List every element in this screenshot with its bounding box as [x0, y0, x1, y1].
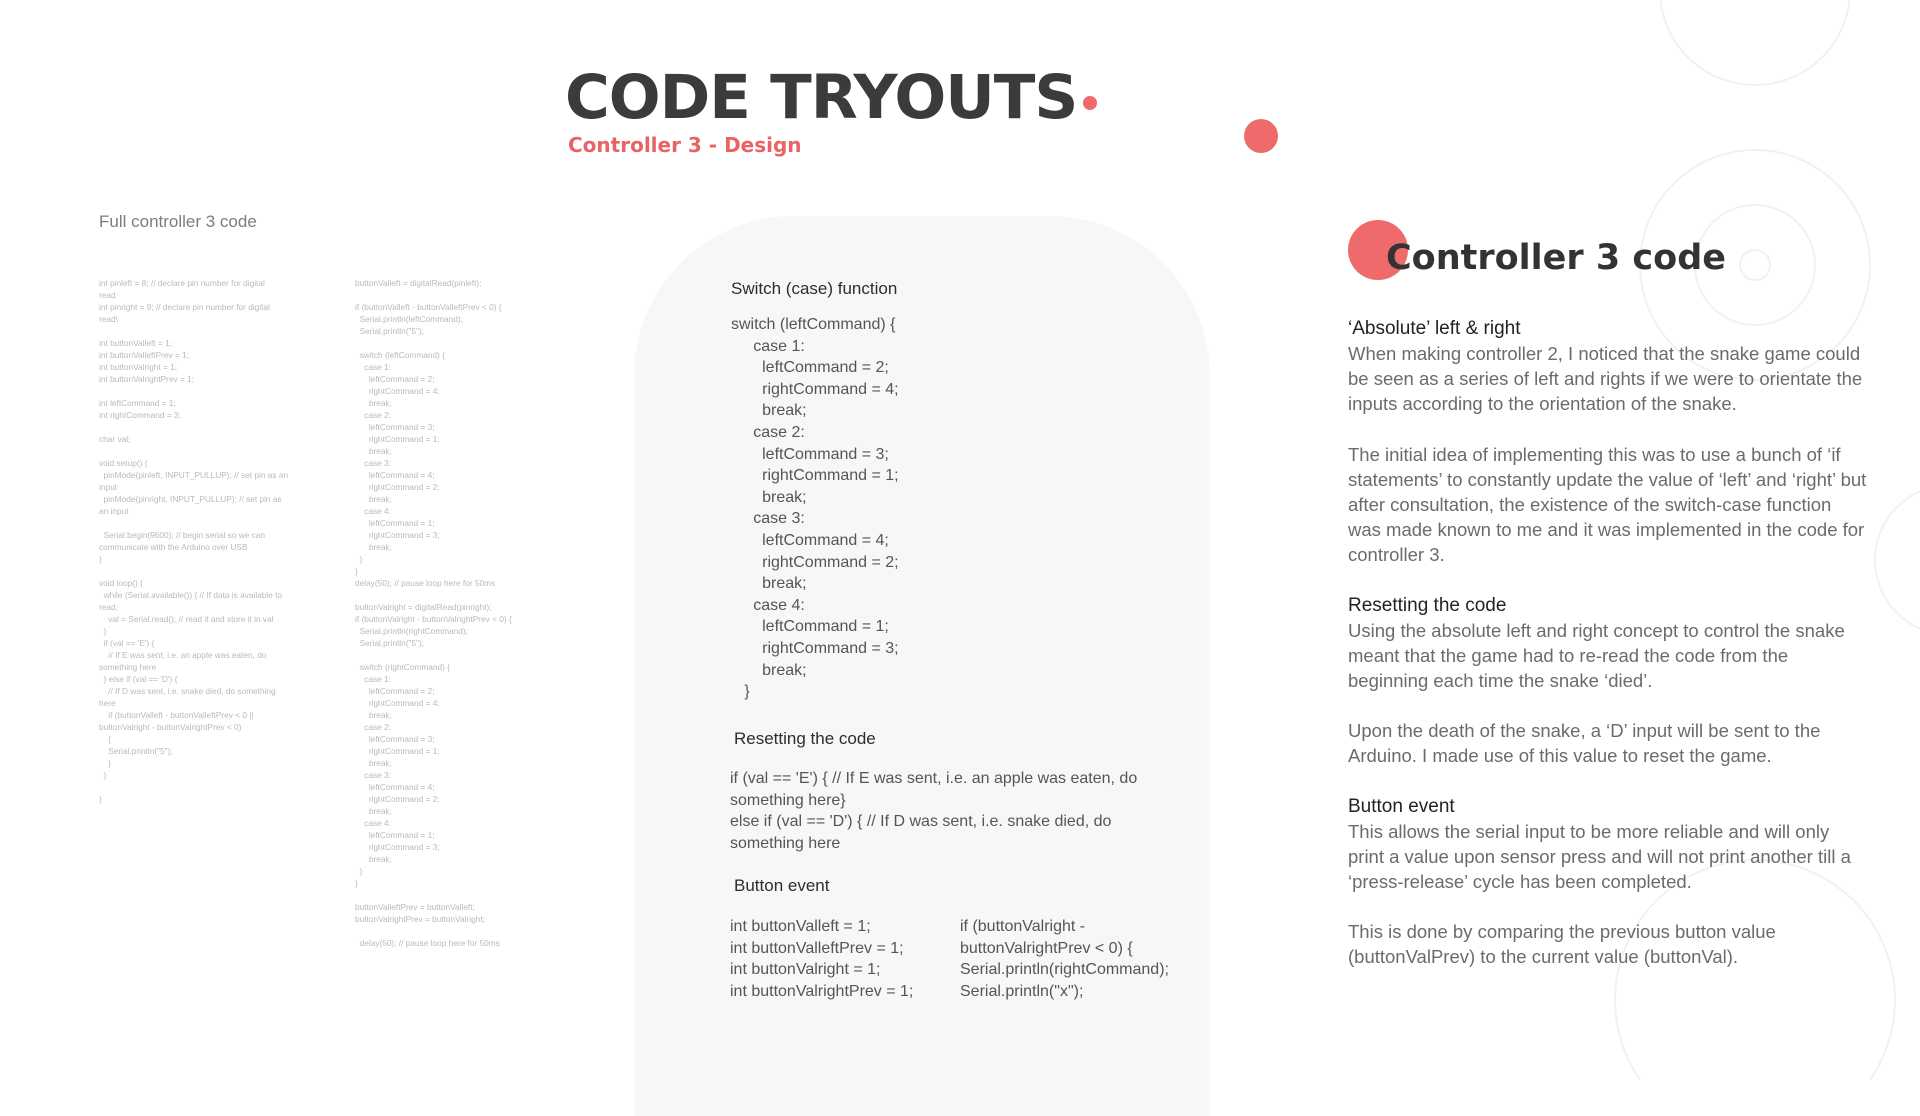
page-title: CODE TRYOUTS: [565, 62, 1078, 133]
reset-code-line-1: if (val == 'E') { // If E was sent, i.e. an apple was eaten, do something here}: [730, 770, 1138, 809]
section-resetting-code: [1348, 593, 1868, 769]
section-absolute-left-right: [1348, 316, 1868, 568]
explanation-text: [1348, 316, 1868, 995]
section-paragraph: Using the absolute left and right concept to control the snake meant that the game had to re-read the code from the beginning each time the snake ‘died’.: [1348, 619, 1845, 692]
section-title: Resetting the code: [1348, 594, 1507, 616]
button-event-code-declarations: int buttonValleft = 1; int buttonValleftPrev = 1; int buttonValright = 1; int buttonValrightPrev = 1;: [730, 918, 914, 1000]
section-paragraph: When making controller 2, I noticed that the snake game could be seen as a series of left and rights if we were to orientate the inputs according to the orientation of the snake.: [1348, 343, 1863, 415]
section-paragraph: Upon the death of the snake, a ‘D’ input will be sent to the Arduino. I made use of this value to reset the game.: [1348, 720, 1821, 767]
section-title: ‘Absolute’ left & right: [1348, 318, 1521, 339]
section-paragraph: This allows the serial input to be more reliable and will only print a value upon sensor press and will not print another till a ‘press-release’ cycle has been completed.: [1348, 820, 1851, 893]
section-paragraph: This is done by comparing the previous button value (buttonValPrev) to the current value (buttonVal).: [1348, 921, 1776, 968]
reset-code-label: Resetting the code: [734, 729, 876, 748]
controller-code-heading: Controller 3 code: [1386, 238, 1726, 278]
button-event-label: Button event: [734, 876, 830, 895]
switch-function-code: switch (leftCommand) { case 1: leftCommand = 2; rightCommand = 4; break; case 2: leftCommand = 3; rightCommand = 1; break; case 3: leftCommand = 4; rightCommand = 2; break; case 4: leftCommand = 1; rightCommand = 3; break; }: [731, 316, 899, 701]
reset-code-line-2: else if (val == 'D') { // If D was sent, i.e. snake died, do something here: [730, 813, 1112, 852]
decorative-dot-small: [1083, 96, 1097, 110]
section-title: Button event: [1348, 795, 1455, 817]
section-paragraph: The initial idea of implementing this was to use a bunch of ‘if statements’ to constantly update the value of ‘left’ and ‘right’ but after consultation, the existence of the switch-case function was made known to me and it was implemented in the code for controller 3.: [1348, 443, 1867, 566]
reset-code-snippet: [730, 768, 1170, 854]
decorative-dot-medium: [1244, 119, 1278, 153]
full-code-column-2: buttonValleft = digitalRead(pinleft); if (buttonValleft - buttonValleftPrev < 0) { Serial.println(leftCommand); Serial.println("5"); switch (leftCommand) { case 1: leftCommand = 2; rightCommand = 4; break; case 2: leftCommand = 3; rightCommand = 1; break; case 3: leftCommand = 4; rightCommand = 2; break; case 4: leftCommand = 1; rightCommand = 3; break; } } delay(50); // pause loop here for 50ms buttonValright = digitalRead(pinright); if (buttonValright - buttonValrightPrev < 0) { Serial.println(rightCommand); Serial.println("5"); switch (rightCommand) { case 1: leftCommand = 2; rightCommand = 4; break; case 2: leftCommand = 3; rightCommand = 1; break; case 3: leftCommand = 4; rightCommand = 2; break; case 4: leftCommand = 1; rightCommand = 3; break; } } buttonValleftPrev = buttonValleft; buttonValrightPrev = buttonValright; delay(50); // pause loop here for 50ms: [355, 278, 512, 948]
full-code-column-1: int pinleft = 8; // declare pin number for digital read int pinright = 9; // declare pin number for digital read\ int buttonValleft = 1; int buttonValleftPrev = 1; int buttonValright = 1; int buttonValrightPrev = 1; int leftCommand = 1; int rightCommand = 3; char val; void setup() { pinMode(pinleft, INPUT_PULLUP); // set pin as an input pinMode(pinright, INPUT_PULLUP); // set pin as an input Serial.begin(9600); // begin serial so we can communicate with the Arduino over USB } void loop() { while (Serial.available()) { // If data is available to read, val = Serial.read(); // read it and store it in val } if (val == 'E') { // If E was sent, i.e. an apple was eaten, do something here } else if (val == 'D') { // If D was sent, i.e. snake died, do something here if (buttonValleft - buttonValleftPrev < 0 || buttonValright - buttonValrightPrev < 0) { Serial.println("5"); } } }: [99, 278, 289, 804]
full-code-label: Full controller 3 code: [99, 212, 257, 231]
button-event-code-condition: if (buttonValright - buttonValrightPrev < 0) { Serial.println(rightCommand); Serial.println("x");: [960, 918, 1169, 1000]
page-subtitle: Controller 3 - Design: [568, 133, 802, 157]
section-button-event: [1348, 794, 1868, 970]
switch-function-label: Switch (case) function: [731, 279, 898, 298]
